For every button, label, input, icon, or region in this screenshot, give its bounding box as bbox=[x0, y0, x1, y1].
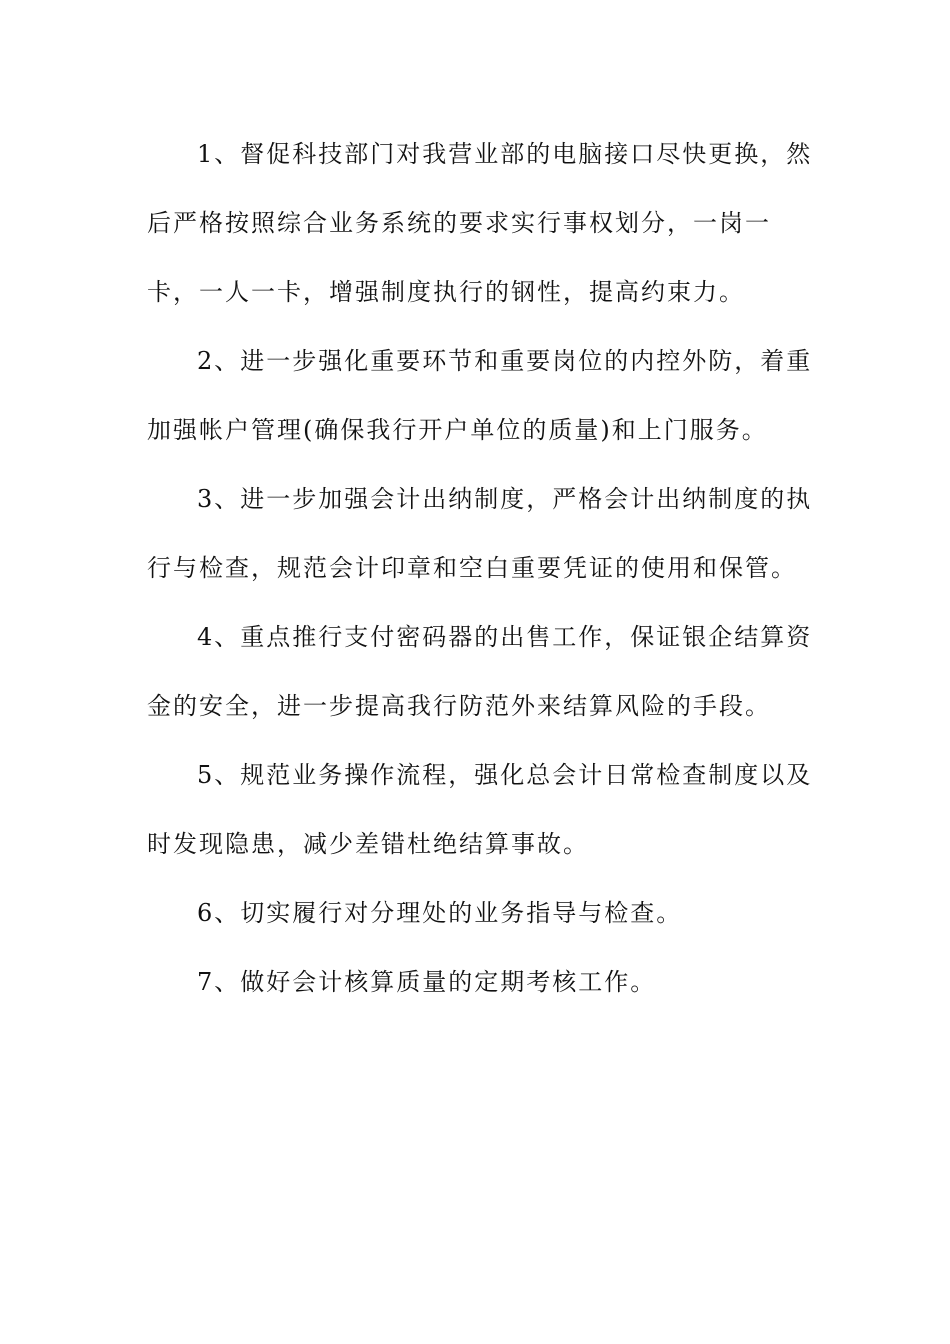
paragraph-line: 卡，一人一卡，增强制度执行的钢性，提高约束力。 bbox=[147, 278, 745, 306]
paragraph-line: 5、规范业务操作流程，强化总会计日常检查制度以及 bbox=[197, 761, 813, 789]
paragraph-5 bbox=[147, 752, 813, 867]
paragraph-line: 时发现隐患，减少差错杜绝结算事故。 bbox=[147, 830, 589, 858]
paragraph-line: 后严格按照综合业务系统的要求实行事权划分，一岗一 bbox=[147, 209, 771, 237]
paragraph-line: 2、进一步强化重要环节和重要岗位的内控外防，着重 bbox=[197, 347, 813, 375]
paragraph-line: 3、进一步加强会计出纳制度，严格会计出纳制度的执 bbox=[197, 485, 813, 513]
paragraph-line: 金的安全，进一步提高我行防范外来结算风险的手段。 bbox=[147, 692, 771, 720]
paragraph-line: 6、切实履行对分理处的业务指导与检查。 bbox=[197, 899, 683, 927]
paragraph-line: 7、做好会计核算质量的定期考核工作。 bbox=[197, 968, 657, 996]
paragraph-line: 1、督促科技部门对我营业部的电脑接口尽快更换，然 bbox=[197, 140, 813, 168]
paragraph-4 bbox=[147, 614, 813, 729]
paragraph-7 bbox=[147, 959, 797, 1005]
paragraph-6 bbox=[147, 890, 797, 936]
paragraph-3 bbox=[147, 476, 813, 591]
paragraph-line: 行与检查，规范会计印章和空白重要凭证的使用和保管。 bbox=[147, 554, 797, 582]
paragraph-2 bbox=[147, 338, 813, 453]
paragraph-1 bbox=[147, 131, 813, 315]
paragraph-line: 加强帐户管理(确保我行开户单位的质量)和上门服务。 bbox=[147, 416, 768, 444]
document-body bbox=[147, 131, 813, 1005]
paragraph-line: 4、重点推行支付密码器的出售工作，保证银企结算资 bbox=[197, 623, 813, 651]
